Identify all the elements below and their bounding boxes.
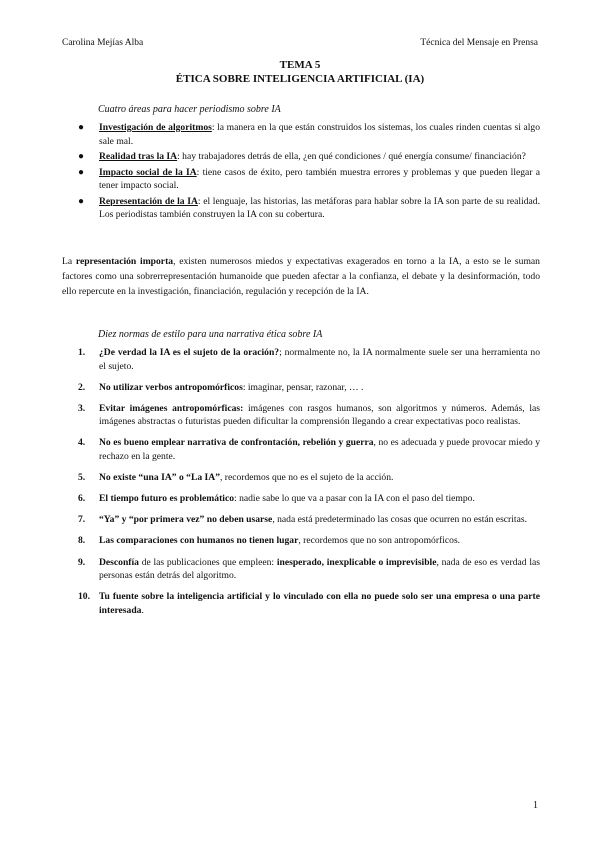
- rule-number: 10.: [78, 591, 90, 603]
- rule-text: : imaginar, pensar, razonar, … .: [242, 381, 364, 393]
- rule-number: 2.: [78, 381, 86, 393]
- list-item: [78, 346, 540, 373]
- rule-title: Desconfía: [99, 556, 139, 568]
- bullet-text: : la manera en la que están construidos los sistemas, los cuales rinden cuentas si algo sale mal.: [99, 122, 540, 147]
- rule-text: ; normalmente no, la IA normalmente suele ser una herramienta no el sujeto.: [99, 347, 540, 372]
- header-author: Carolina Mejías Alba: [62, 38, 144, 48]
- list-item: [78, 513, 540, 527]
- rule-text: , nada está predeterminado las cosas que ocurren no están escritas.: [272, 514, 527, 526]
- bullet-text: : hay trabajadores detrás de ella, ¿en qué condiciones / qué energía consume/ financiación?: [177, 151, 526, 162]
- rule-title: El tiempo futuro es problemático: [99, 493, 235, 505]
- rule-title: Tu fuente sobre la inteligencia artificial y lo vinculado con ella no puede solo ser una empresa o una parte interesada: [99, 591, 540, 616]
- rule-text: , recordemos que no son antropomórficos.: [298, 535, 461, 547]
- title-topic: TEMA 5: [279, 59, 321, 71]
- rule-number: 4.: [78, 437, 86, 449]
- list-item: [78, 150, 540, 164]
- bullet-term: Realidad tras la IA: [99, 151, 178, 162]
- rule-title: ¿De verdad la IA es el sujeto de la oración?: [99, 347, 280, 358]
- list-item: [78, 556, 540, 583]
- rule-number: 7.: [78, 514, 86, 526]
- title-main: ÉTICA SOBRE INTELIGENCIA ARTIFICIAL (IA): [175, 73, 425, 85]
- bullet-icon: ●: [78, 151, 85, 162]
- list-item: [78, 590, 540, 617]
- bullet-term: Impacto social de la IA: [99, 166, 197, 178]
- style-rules-list: [78, 346, 540, 625]
- bullet-icon: ●: [78, 166, 85, 178]
- rule-title: “Ya” y “por primera vez” no deben usarse: [99, 514, 273, 526]
- list-item: [78, 402, 540, 429]
- bullet-icon: ●: [78, 122, 85, 133]
- rule-number: 5.: [78, 472, 86, 484]
- bullet-icon: ●: [78, 195, 85, 207]
- list-item: [78, 381, 540, 395]
- rule-title: No utilizar verbos antropomórficos: [99, 381, 243, 393]
- bullet-text: : el lenguaje, las historias, las metáforas para hablar sobre la IA son parte de su realidad. Los periodistas también construyen la IA con su cobertura.: [99, 195, 541, 220]
- body-paragraph: [62, 254, 540, 299]
- rule-number: 9.: [78, 556, 86, 568]
- bullet-term: Representación de la IA: [99, 195, 198, 207]
- para-pre: La: [62, 256, 76, 267]
- areas-list: [78, 121, 540, 224]
- list-item: [78, 471, 540, 485]
- para-post: , existen numerosos miedos y expectativas exagerados en torno a la IA, a esto se le suman factores como una sobrerrepresentación humanoide que pueden afectar a la confianza, el debate y la desinformación, todo ello repercute en la investigación, financiación, regulación y recepción de la IA.: [62, 256, 540, 297]
- section2-heading: Diez normas de estilo para una narrativa ética sobre IA: [98, 329, 323, 340]
- rule-title: No existe “una IA” o “La IA”: [99, 472, 220, 484]
- rule-number: 8.: [78, 535, 86, 547]
- rule-text: , no es adecuada y puede provocar miedo y rechazo en la gente.: [99, 437, 540, 463]
- rule-text: , recordemos que no es el sujeto de la acción.: [220, 472, 394, 484]
- bullet-term: Investigación de algoritmos: [99, 122, 212, 133]
- header-course: Técnica del Mensaje en Prensa: [420, 38, 538, 48]
- rule-number: 3.: [78, 402, 86, 414]
- list-item: [78, 195, 540, 222]
- list-item: [78, 534, 540, 548]
- rule-keywords: inesperado, inexplicable o imprevisible: [276, 556, 437, 568]
- rule-title: No es bueno emplear narrativa de confrontación, rebelión y guerra: [99, 437, 374, 449]
- rule-text: de las publicaciones que empleen:: [138, 556, 277, 568]
- rule-title: Evitar imágenes antropomórficas:: [99, 402, 244, 414]
- list-item: [78, 166, 540, 193]
- rule-title: Las comparaciones con humanos no tienen lugar: [99, 535, 299, 547]
- rule-number: 6.: [78, 493, 86, 505]
- rule-number: 1.: [78, 347, 86, 358]
- bullet-text: : tiene casos de éxito, pero también muestra errores y problemas y que pueden llegar a tener impacto social.: [99, 166, 540, 191]
- page-number: 1: [533, 800, 538, 811]
- rule-text: imágenes con rasgos humanos, son algoritmos y números. Además, las imágenes abstractas o futuristas pueden dificultar la comprensión llegando a crear expectativas poco realistas.: [99, 402, 540, 428]
- rule-text: : nadie sabe lo que va a pasar con la IA con el paso del tiempo.: [234, 493, 475, 505]
- rule-text: .: [141, 604, 144, 616]
- section1-heading: Cuatro áreas para hacer periodismo sobre IA: [98, 104, 281, 115]
- rule-text-end: , nada de eso es verdad las personas están detrás del algoritmo.: [99, 556, 540, 582]
- list-item: [78, 436, 540, 463]
- list-item: [78, 492, 540, 506]
- list-item: [78, 121, 540, 148]
- para-bold: representación importa: [75, 256, 174, 267]
